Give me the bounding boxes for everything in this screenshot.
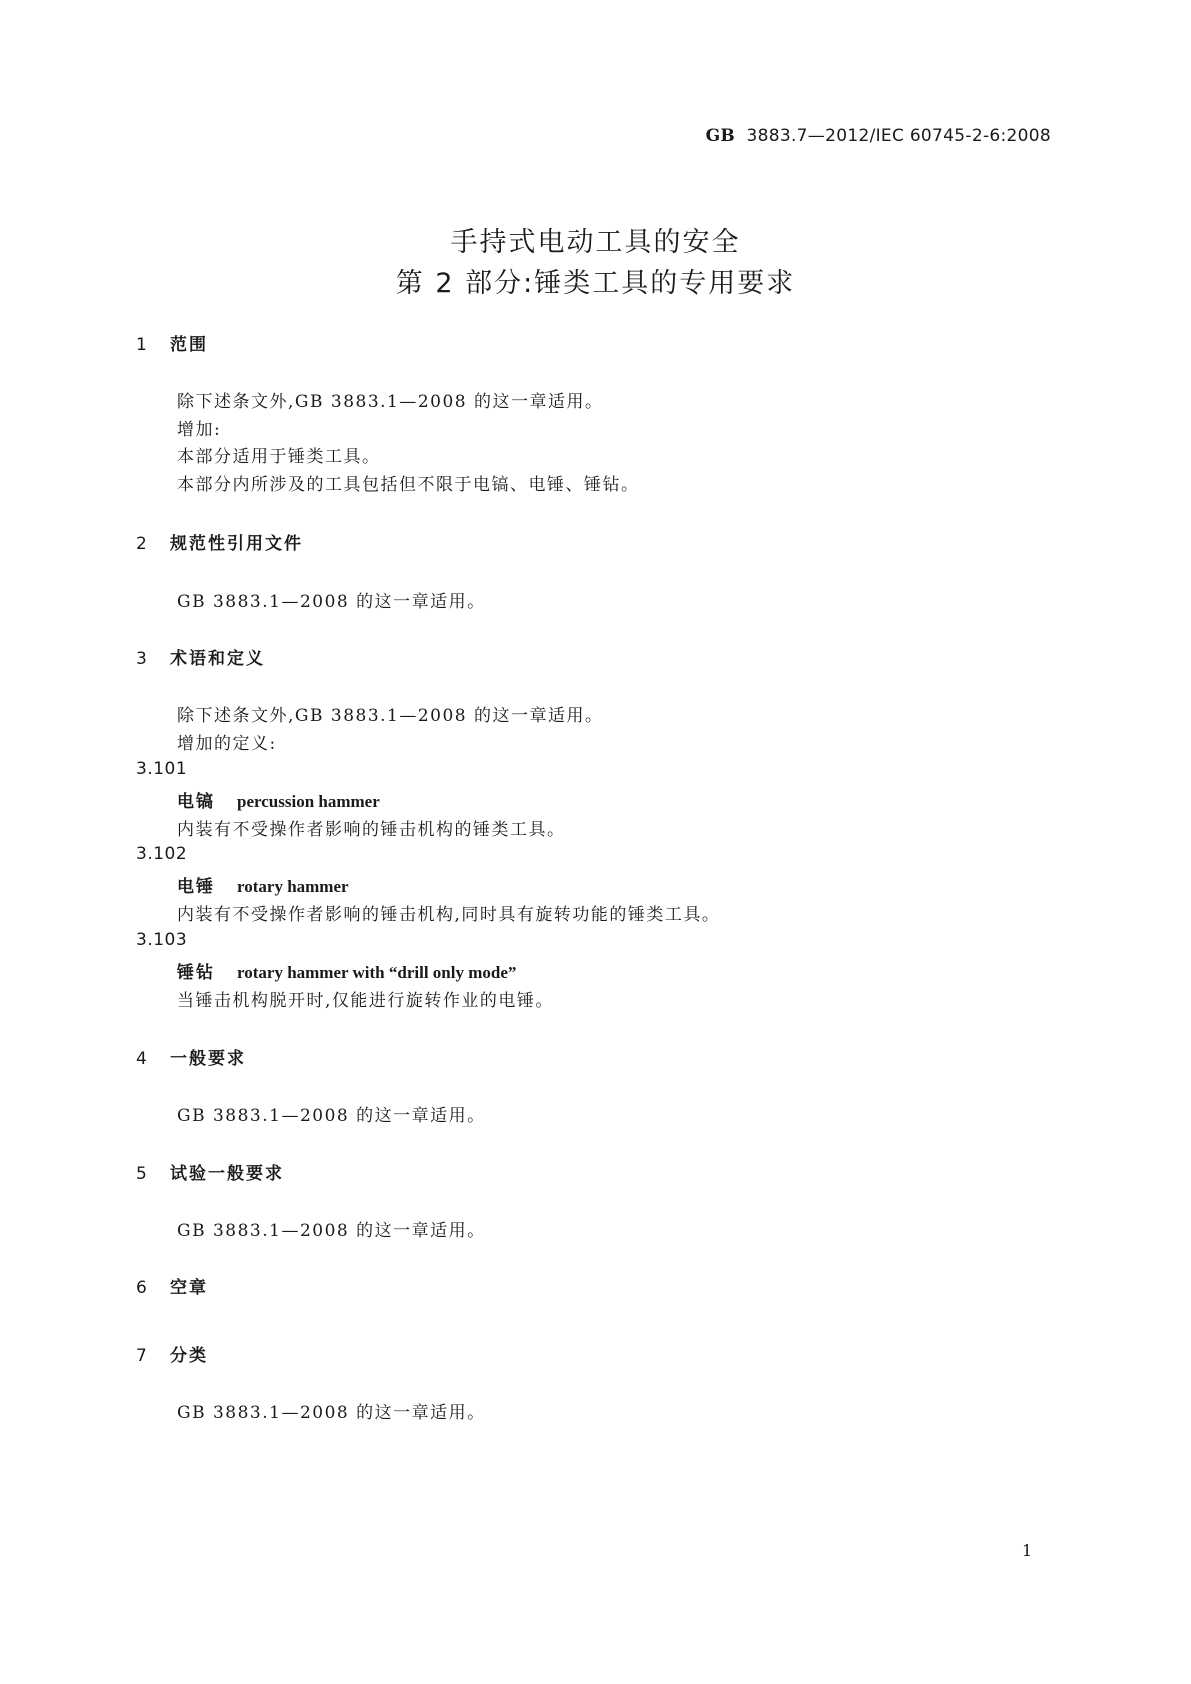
term-entry <box>177 787 380 812</box>
paragraph: GB 3883.1—2008 的这一章适用。 <box>177 1403 486 1423</box>
term-entry <box>177 872 349 897</box>
section-heading-7 <box>136 1341 208 1366</box>
term-definition: 内装有不受操作者影响的锤击机构,同时具有旋转功能的锤类工具。 <box>177 905 721 925</box>
paragraph: 增加: <box>177 420 222 440</box>
paragraph: 除下述条文外,GB 3883.1—2008 的这一章适用。 <box>177 392 604 412</box>
section-number: 6 <box>136 1278 149 1298</box>
section-number: 1 <box>136 335 149 355</box>
section-heading-1 <box>136 330 208 355</box>
term-number: 3.102 <box>136 844 188 864</box>
document-title-line-1: 手持式电动工具的安全 <box>450 227 741 258</box>
standard-code-header <box>706 126 1051 146</box>
paragraph: 除下述条文外,GB 3883.1—2008 的这一章适用。 <box>177 706 604 726</box>
section-title: 试验一般要求 <box>170 1164 284 1184</box>
section-title: 分类 <box>170 1346 208 1366</box>
section-title: 范围 <box>170 335 208 355</box>
term-entry <box>177 958 516 983</box>
standard-prefix: GB <box>705 126 736 146</box>
page-number: 1 <box>1022 1541 1033 1560</box>
term-english: rotary hammer with “drill only mode” <box>237 963 517 982</box>
term-definition: 内装有不受操作者影响的锤击机构的锤类工具。 <box>177 820 566 840</box>
paragraph: GB 3883.1—2008 的这一章适用。 <box>177 592 486 612</box>
document-title <box>0 222 1191 304</box>
document-title-line-2: 第 2 部分:锤类工具的专用要求 <box>395 268 796 299</box>
section-heading-4 <box>136 1044 246 1069</box>
term-chinese: 锤钻 <box>177 963 215 983</box>
standard-code: 3883.7—2012/IEC 60745-2-6:2008 <box>746 126 1051 146</box>
paragraph: 本部分内所涉及的工具包括但不限于电镐、电锤、锤钻。 <box>177 475 640 495</box>
section-title: 一般要求 <box>170 1049 246 1069</box>
paragraph: GB 3883.1—2008 的这一章适用。 <box>177 1221 486 1241</box>
term-chinese: 电镐 <box>177 792 215 812</box>
section-number: 5 <box>136 1164 149 1184</box>
term-number: 3.103 <box>136 930 188 950</box>
term-definition: 当锤击机构脱开时,仅能进行旋转作业的电锤。 <box>177 991 554 1011</box>
term-number: 3.101 <box>136 759 188 779</box>
section-title: 术语和定义 <box>170 649 265 669</box>
section-number: 2 <box>136 534 149 554</box>
section-heading-2 <box>136 529 303 554</box>
paragraph: 本部分适用于锤类工具。 <box>177 447 381 467</box>
section-heading-3 <box>136 644 265 669</box>
section-title: 空章 <box>170 1278 208 1298</box>
section-heading-5 <box>136 1159 284 1184</box>
section-number: 3 <box>136 649 149 669</box>
section-heading-6 <box>136 1273 208 1298</box>
section-number: 4 <box>136 1049 149 1069</box>
paragraph: GB 3883.1—2008 的这一章适用。 <box>177 1106 486 1126</box>
section-title: 规范性引用文件 <box>170 534 303 554</box>
term-english: rotary hammer <box>237 877 349 896</box>
term-chinese: 电锤 <box>177 877 215 897</box>
paragraph: 增加的定义: <box>177 734 277 754</box>
term-english: percussion hammer <box>237 792 380 811</box>
section-number: 7 <box>136 1346 149 1366</box>
